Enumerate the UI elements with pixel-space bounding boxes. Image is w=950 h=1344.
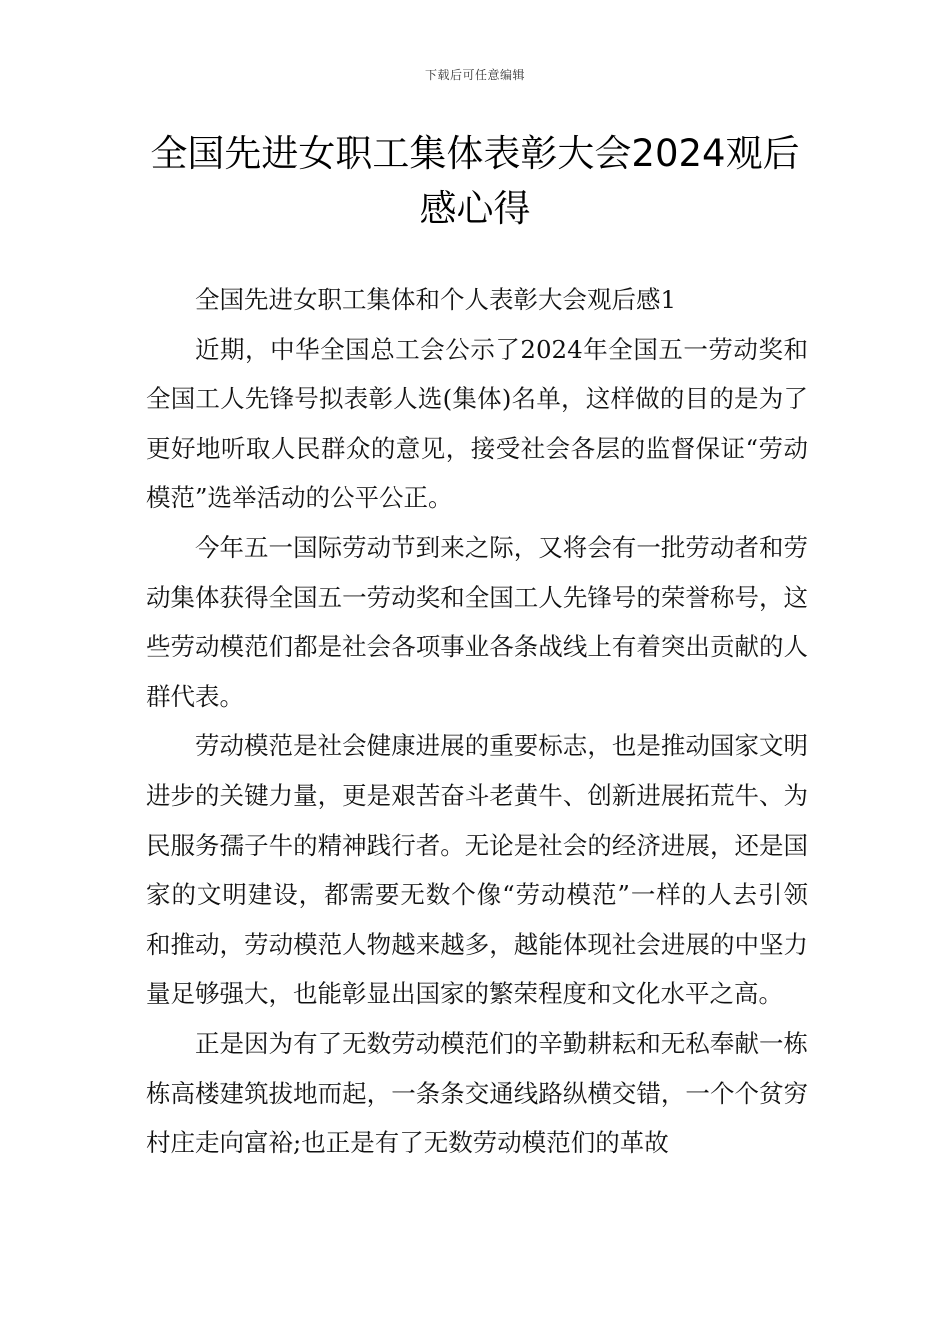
document-title: 全国先进女职工集体表彰大会2024观后感心得 bbox=[150, 132, 800, 230]
header-note: 下载后可任意编辑 bbox=[424, 68, 525, 82]
paragraph: 劳动模范是社会健康进展的重要标志，也是推动国家文明进步的关键力量，更是艰苦奋斗老黄牛、创新进展拓荒牛、为民服务孺子牛的精神践行者。无论是社会的经济进展，还是国家的文明建设，都需要无数个像“劳动模范”一样的人去引领和推动，劳动模范人物越来越多，越能体现社会进展的中坚力量足够强大，也能彰显出国家的繁荣程度和文化水平之高。 bbox=[146, 731, 808, 1009]
paragraph: 近期，中华全国总工会公示了2024年全国五一劳动奖和全国工人先锋号拟表彰人选(集体)名单，这样做的目的是为了更好地听取人民群众的意见，接受社会各层的监督保证“劳动模范”选举活动的公平公正。 bbox=[146, 334, 808, 513]
paragraph: 今年五一国际劳动节到来之际，又将会有一批劳动者和劳动集体获得全国五一劳动奖和全国工人先锋号的荣誉称号，这些劳动模范们都是社会各项事业各条战线上有着突出贡献的人群代表。 bbox=[146, 532, 808, 711]
paragraph-subtitle: 全国先进女职工集体和个人表彰大会观后感1 bbox=[195, 285, 677, 314]
paragraph: 正是因为有了无数劳动模范们的辛勤耕耘和无私奉献一栋栋高楼建筑拔地而起，一条条交通线路纵横交错，一个个贫穷村庄走向富裕;也正是有了无数劳动模范们的革故 bbox=[146, 1028, 808, 1158]
document-body bbox=[146, 275, 808, 1168]
